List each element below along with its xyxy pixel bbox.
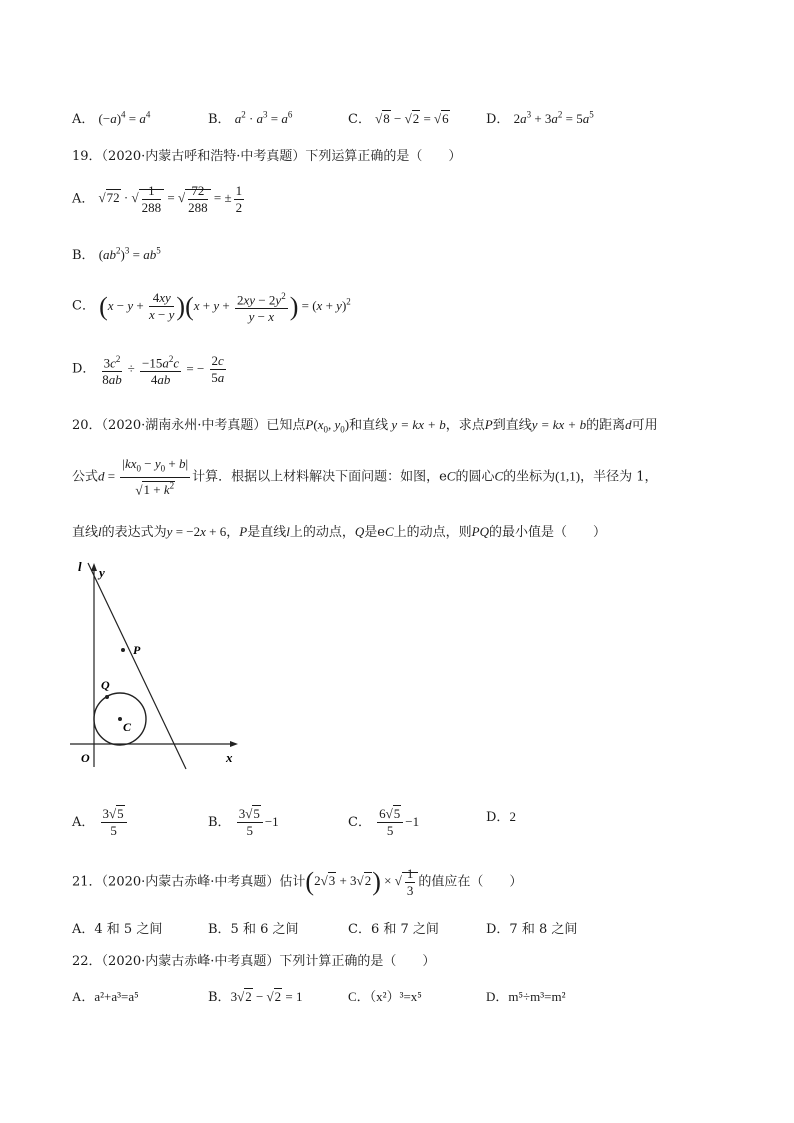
q20-figure <box>70 555 250 780</box>
q22-stem: 22．（2020·内蒙古赤峰·中考真题）下列计算正确的是（ ） <box>72 954 436 969</box>
q19-option-d: D． $\frac{3c^2}{8ab}$ ÷ $\frac{-15a^2c}{4ab}$ = − $\frac{2c}{5a}$ <box>72 351 228 388</box>
q19-option-c: C． (x − y + $\frac{4xy}{x - y}$ )(x + y + $\frac{2xy - 2y^2}{y - x}$ ) = $(x + y)^2$ <box>72 288 351 325</box>
q21-option-a: A．4 和 5 之间 <box>72 922 163 937</box>
label-y: y <box>99 565 105 580</box>
q20-stem-line1: 20．（2020·湖南永州·中考真题）已知点$P(x_0$, $y_0$)和直线 y = kx + b，求点P到直线y = kx + b的距离d可用 <box>72 417 658 435</box>
q21-option-b: B．5 和 6 之间 <box>208 922 299 937</box>
q18-option-a: A． $(-a)^4 = a^4$ <box>72 109 151 127</box>
label-l: l <box>78 559 82 574</box>
y-axis-arrow <box>91 563 97 571</box>
q19-option-b: B． $(ab^2)^3 = ab^5$ <box>72 245 161 263</box>
q18-option-b: B． $a^2 \cdot a^3 = a^6$ <box>208 109 293 127</box>
point-p-dot <box>121 648 125 652</box>
q21-option-d: D．7 和 8 之间 <box>486 922 578 937</box>
q20-stem-line2: 公式d = $\frac{|kx_0 - y_0 + b|}{√1 + k^2}$ 计算．根据以上材料解决下面问题：如图，eC的圆心C的坐标为(1,1)，半径为 1， <box>72 456 658 497</box>
x-axis-arrow <box>230 741 238 747</box>
q18-option-d: D． $2a^3 + 3a^2 = 5a^5$ <box>486 109 594 127</box>
q22-option-d: D．m⁵÷m³=m² <box>486 989 566 1004</box>
point-q-dot <box>105 695 109 699</box>
q21-option-c: C．6 和 7 之间 <box>348 922 439 937</box>
label-c: C <box>123 720 132 734</box>
q20-option-b: B． $\frac{3√5}{5}$ −1 <box>208 806 279 838</box>
center-c-dot <box>118 717 122 721</box>
label-p: P <box>133 643 141 657</box>
q22-option-c: C．（x²）³=x⁵ <box>348 989 422 1004</box>
label-x: x <box>226 750 233 765</box>
q21-stem: 21．（2020·内蒙古赤峰·中考真题）估计(2√3 + 3√2) × √ $\frac{1}{3}$ 的值应在（ ） <box>72 866 523 898</box>
q19-stem: 19．（2020·内蒙古呼和浩特·中考真题）下列运算正确的是（ ） <box>72 149 462 164</box>
q22-option-a: A．a²+a³=a⁵ <box>72 989 139 1004</box>
q19-option-a: A． √72 · √ $\frac{1}{288}$ = √ $\frac{72}{288}$ = ± $\frac{1}{2}$ <box>72 183 243 215</box>
q20-option-c: C． $\frac{6√5}{5}$ −1 <box>348 806 420 838</box>
q20-stem-line3: 直线l的表达式为y = −2x + 6，P是直线l上的动点，Q是eC上的动点，则PQ的最小值是（ ） <box>72 524 606 540</box>
q20-option-d: D．2 <box>486 809 516 825</box>
q18-option-c: C． √8 − √2 = √6 <box>348 111 449 127</box>
q20-option-a: A． $\frac{3√5}{5}$ <box>72 806 129 839</box>
q22-option-b: B．3√2 − √2 = 1 <box>208 989 303 1005</box>
label-q: Q <box>101 678 110 692</box>
label-o: O <box>81 751 90 765</box>
